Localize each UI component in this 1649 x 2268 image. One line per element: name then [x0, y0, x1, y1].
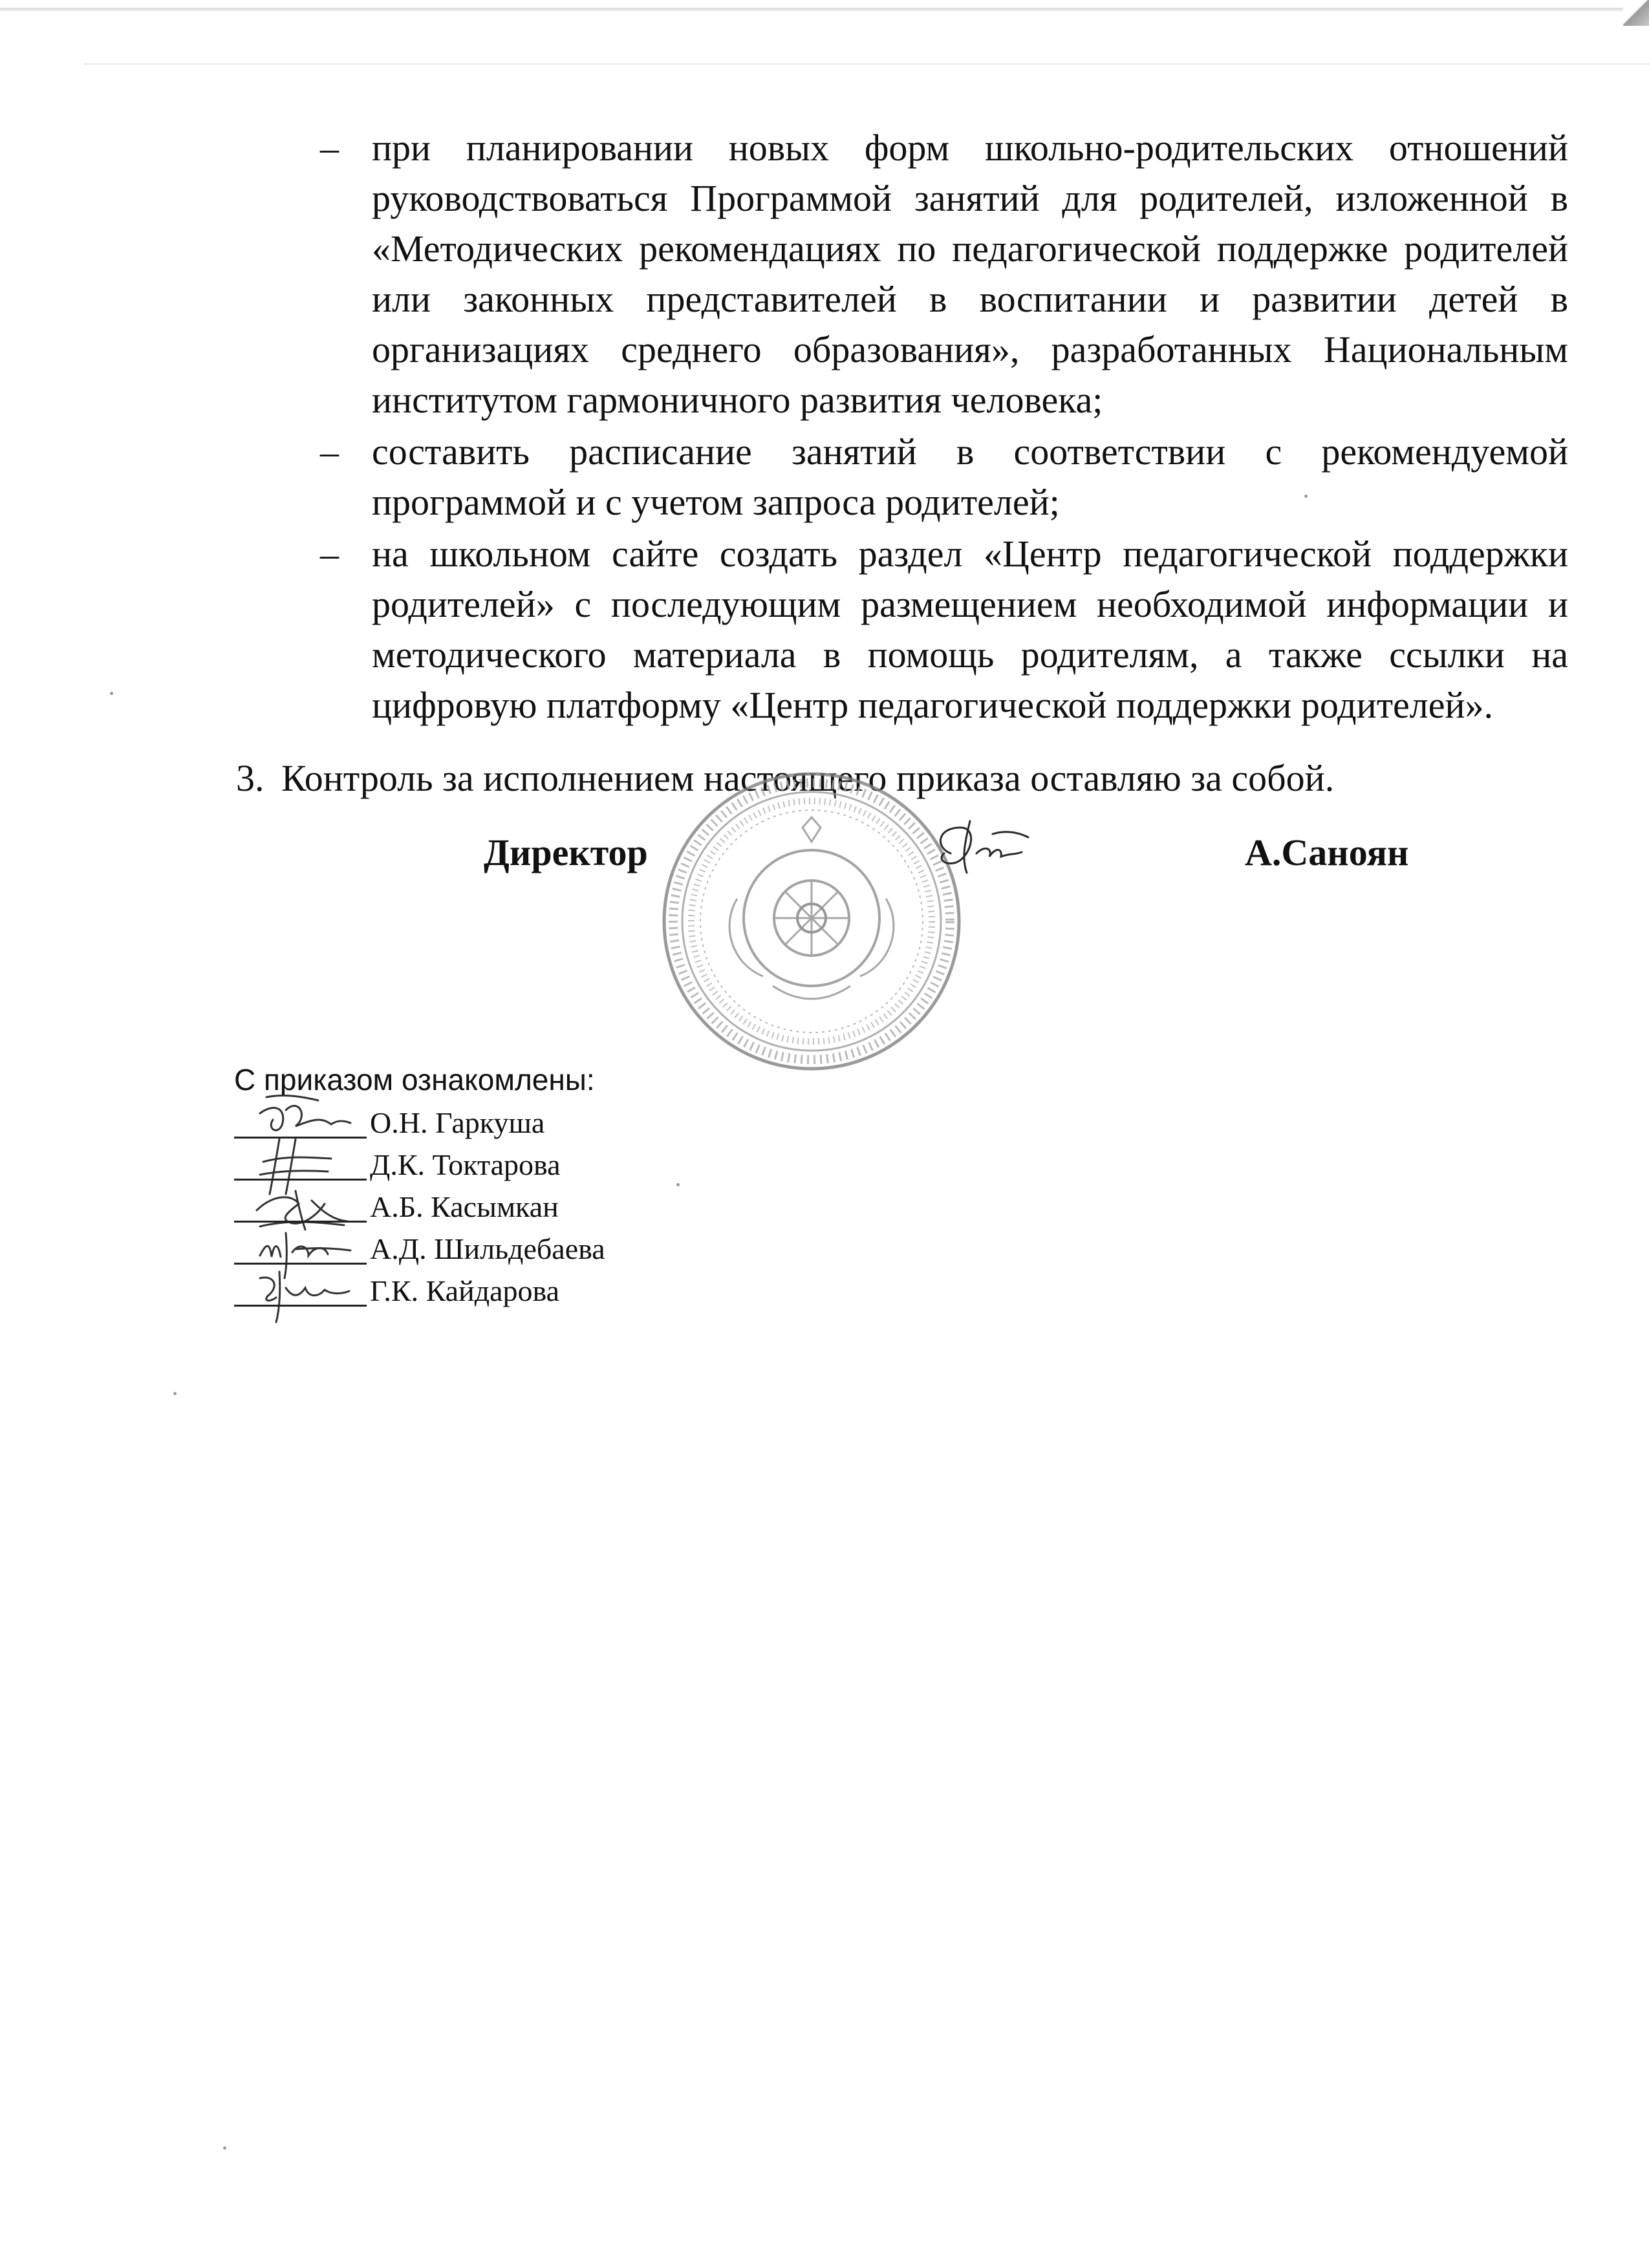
scan-speck: [110, 692, 113, 695]
acknowledgement-name: А.Д. Шильдебаева: [370, 1232, 605, 1265]
bullet-dash: –: [320, 127, 339, 169]
signature-line: [234, 1305, 367, 1307]
scan-dotted-line: [84, 63, 1649, 65]
bullet-item-2: составить расписание занятий в соответствии с рекомендуемой программой и с учетом запроса родителей;: [372, 431, 1568, 523]
acknowledgement-name: О.Н. Гаркуша: [370, 1106, 545, 1139]
scan-speck: [173, 1392, 177, 1395]
clause-text: Контроль за исполнением настоящего приказа оставляю за собой.: [281, 757, 1335, 799]
scan-corner-fold: [1623, 0, 1649, 26]
handwritten-signature-icon: [247, 1259, 357, 1323]
clause-number: 3.: [236, 757, 264, 799]
director-title: Директор: [484, 831, 648, 873]
acknowledgement-heading: С приказом ознакомлены:: [234, 1063, 595, 1097]
bullet-item-1: при планировании новых форм школьно-родительских отношений руководствоваться Программой занятий для родителей, изложенной в «Методических рекомендациях по педагогической поддержке родителей или законных представителей в воспитании и развитии детей в организациях среднего образования», разработанных Национальным институтом гармоничного развития человека;: [372, 127, 1568, 421]
scan-top-edge: [0, 8, 1649, 12]
acknowledgement-row: [234, 1270, 751, 1311]
acknowledgement-name: Д.К. Токтарова: [370, 1148, 561, 1181]
bullet-item-3: на школьном сайте создать раздел «Центр педагогической поддержки родителей» с последующим размещением необходимой информации и методического материала в помощь родителям, а также ссылки на цифровую платформу «Центр педагогической поддержки родителей».: [372, 533, 1568, 726]
bullet-dash: –: [320, 431, 339, 473]
scan-speck: [223, 2146, 226, 2150]
director-name: А.Саноян: [1245, 831, 1409, 873]
acknowledgement-name: Г.К. Кайдарова: [370, 1274, 560, 1307]
director-signature-icon: [925, 808, 1048, 892]
bullet-dash: –: [320, 533, 339, 575]
official-seal-icon: [660, 769, 964, 1073]
acknowledgement-name: А.Б. Касымкан: [370, 1190, 559, 1223]
